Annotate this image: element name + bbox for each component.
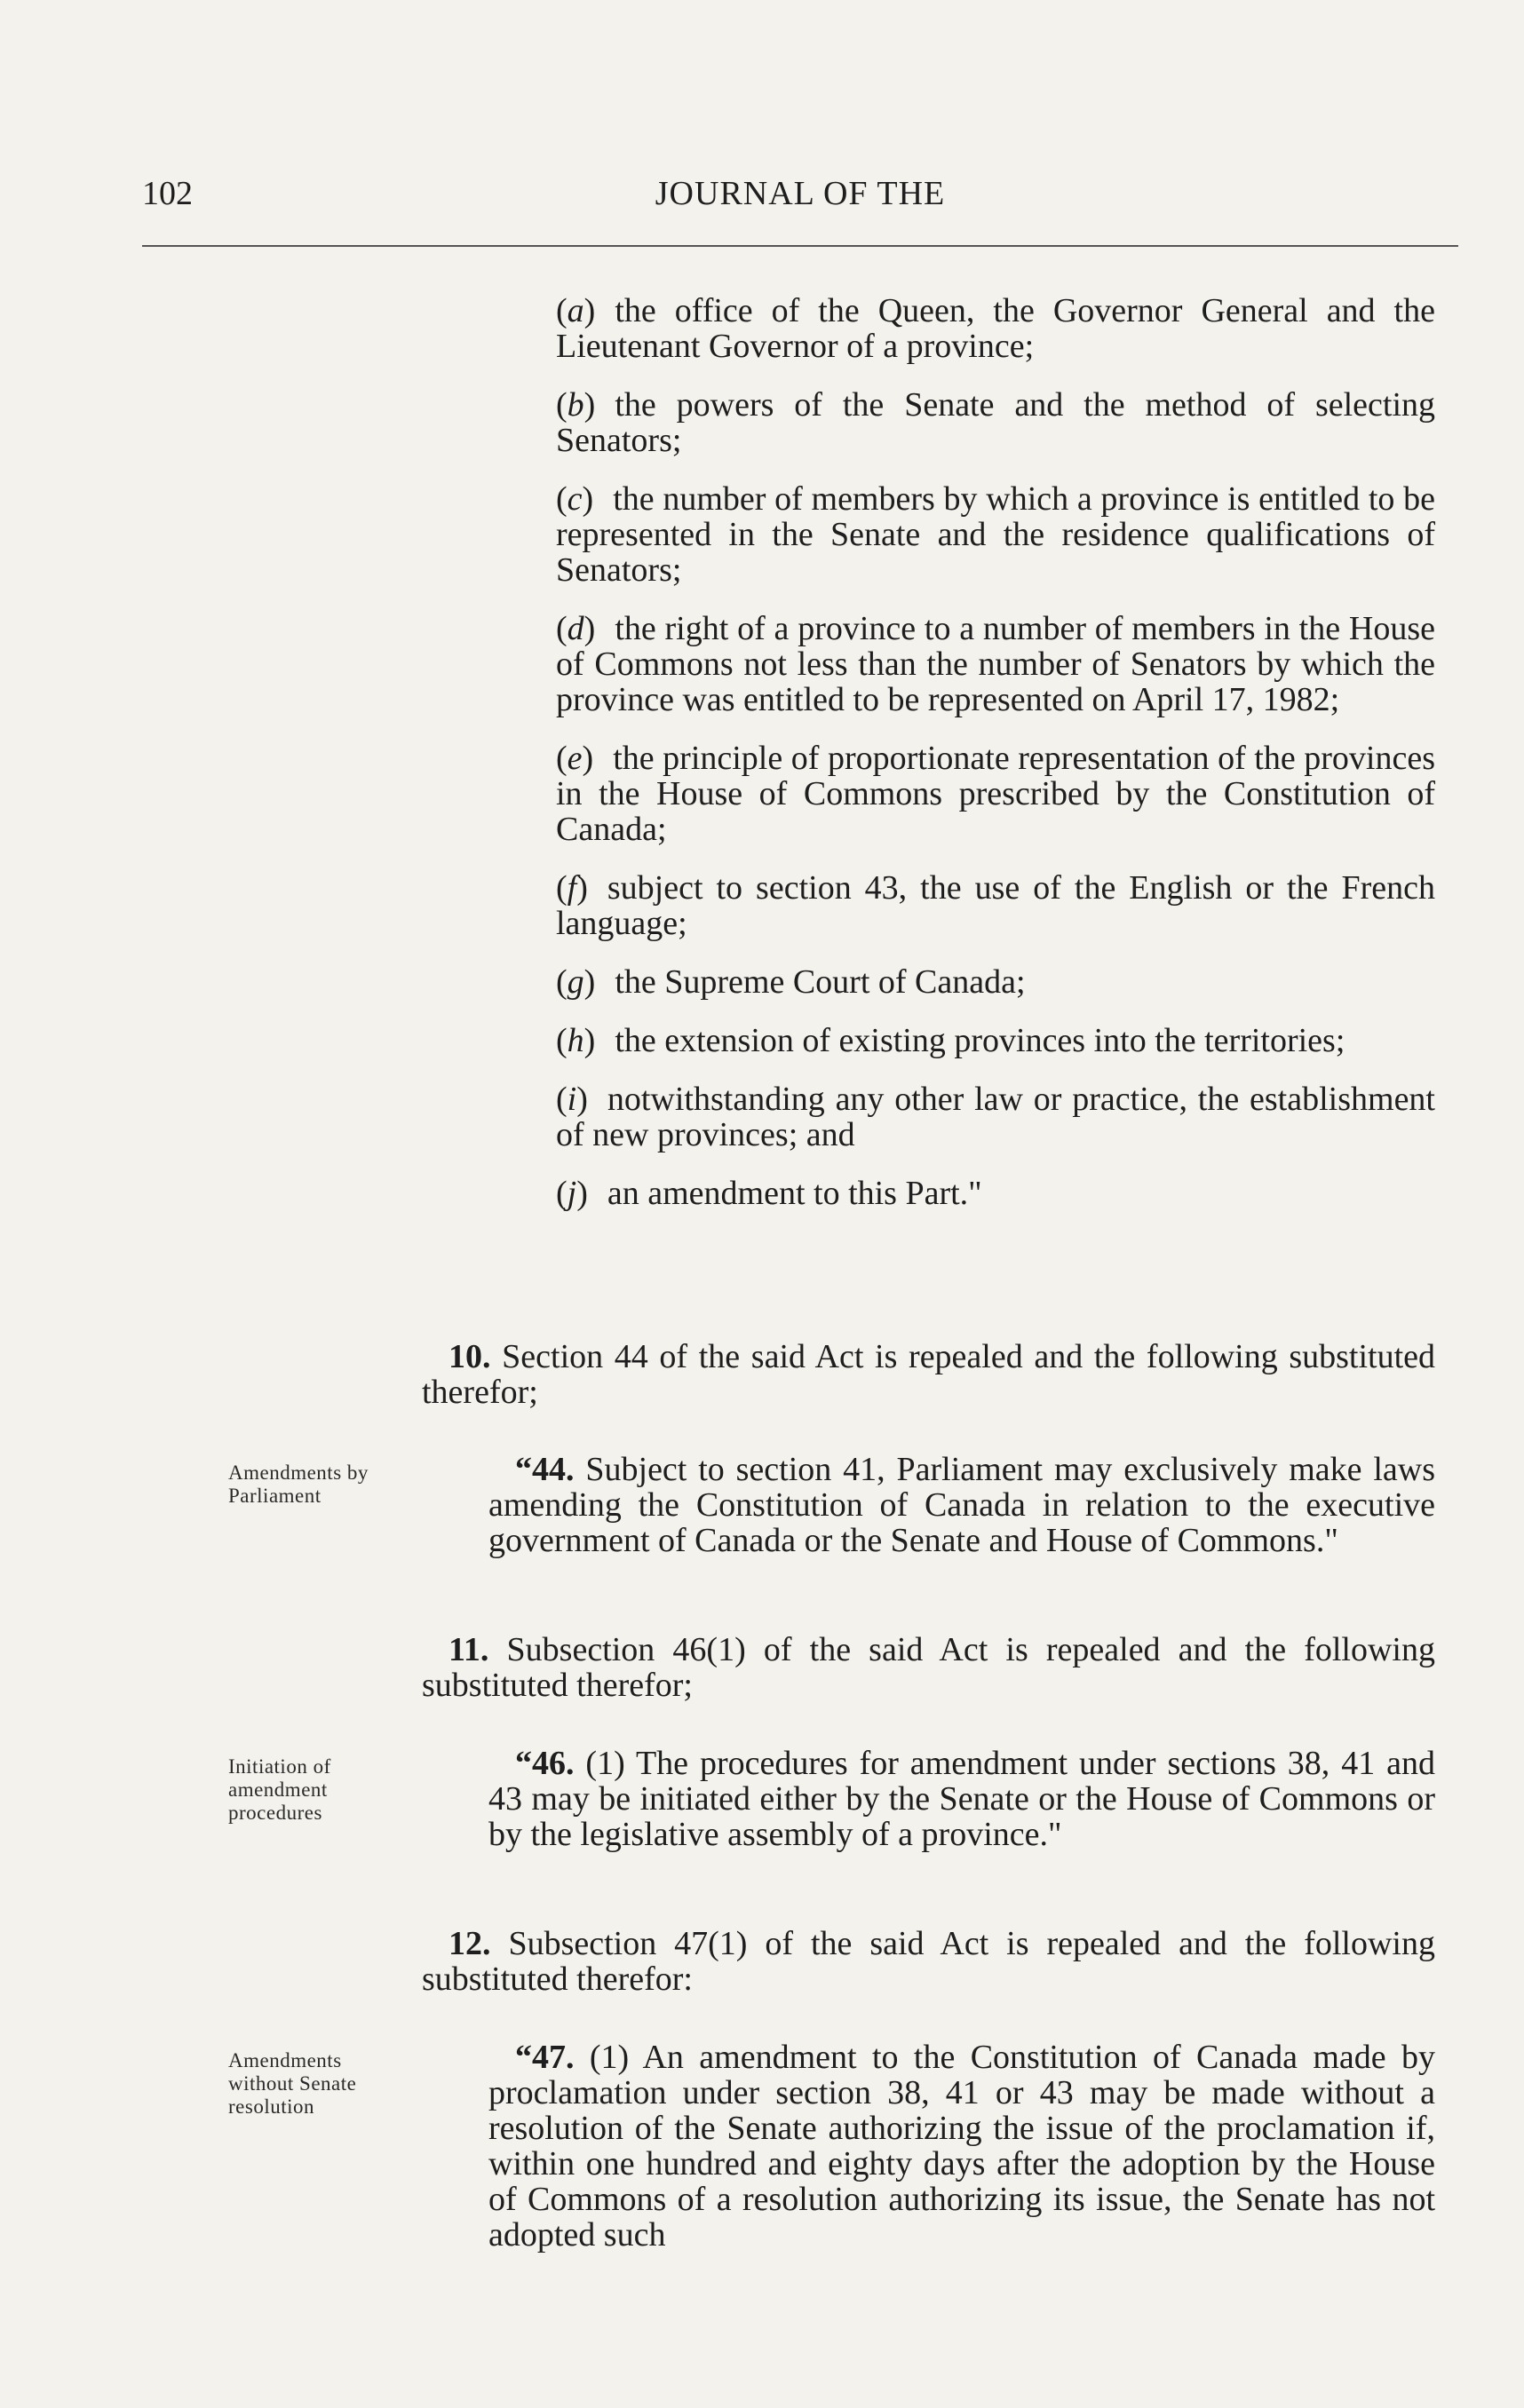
item-text: notwithstanding any other law or practice, the establishment of new provinces; and — [556, 1081, 1435, 1153]
item-text: the extension of existing provinces into the territories; — [615, 1022, 1345, 1059]
list-item: (h) the extension of existing provinces into the territories; — [556, 1022, 1345, 1059]
item-label: a — [567, 292, 584, 329]
list-item: (a) the office of the Queen, the Governor General and the Lieutenant Governor of a province; — [556, 292, 1435, 365]
list-item: (c) the number of members by which a province is entitled to be represented in the Senate and the residence qualifications of Senators; — [556, 480, 1435, 589]
item-label: i — [567, 1081, 577, 1118]
section-46-quote — [488, 1746, 1435, 1852]
section-text: Section 44 of the said Act is repealed and the following substituted therefor; — [422, 1338, 1436, 1411]
header-rule — [142, 245, 1458, 247]
section-text: Subsection 47(1) of the said Act is repealed and the following substituted therefor: — [422, 1925, 1435, 1998]
item-text: subject to section 43, the use of the English or the French language; — [556, 869, 1435, 942]
section-47-quote — [488, 2040, 1435, 2253]
item-label: j — [567, 1175, 577, 1212]
item-label: g — [567, 963, 584, 1001]
section-10-paragraph — [422, 1339, 1435, 1410]
item-text: the Supreme Court of Canada; — [615, 963, 1026, 1001]
list-item: (b) the powers of the Senate and the method of selecting Senators; — [556, 386, 1435, 459]
item-label: h — [567, 1022, 584, 1059]
item-label: c — [567, 480, 583, 518]
margin-note: Amendments without Senate resolution — [228, 2049, 357, 2118]
margin-note: Amendments by Parliament — [228, 1461, 369, 1507]
enumerated-list — [556, 293, 1435, 1234]
item-text: the principle of proportionate representation of the provinces in the House of Commons prescribed by the Constitution of Canada; — [556, 740, 1435, 848]
margin-note: Initiation of amendment procedures — [228, 1755, 331, 1824]
section-text: Subsection 46(1) of the said Act is repealed and the following substituted therefor; — [422, 1631, 1435, 1704]
section-11-paragraph — [422, 1632, 1435, 1703]
list-item: (e) the principle of proportionate representation of the provinces in the House of Commons prescribed by the Constitution of Canada; — [556, 740, 1435, 848]
item-text: an amendment to this Part." — [607, 1175, 982, 1212]
list-item: (f) subject to section 43, the use of the English or the French language; — [556, 869, 1435, 942]
quote-text: Subject to section 41, Parliament may exclusively make laws amending the Constitution of Canada in relation to the executive government of Canada or the Senate and House of Commons." — [488, 1451, 1435, 1559]
running-head: JOURNAL OF THE — [655, 175, 946, 212]
item-label: d — [567, 610, 584, 647]
item-text: the powers of the Senate and the method of selecting Senators; — [556, 386, 1435, 459]
page-number: 102 — [142, 175, 193, 212]
item-label: b — [567, 386, 584, 424]
list-item: (g) the Supreme Court of Canada; — [556, 963, 1026, 1001]
quote-text: (1) The procedures for amendment under sections 38, 41 and 43 may be initiated either by the Senate or the House of Commons or by the legislative assembly of a province." — [488, 1745, 1435, 1853]
quote-number: “47. — [515, 2039, 575, 2076]
list-item: (d) the right of a province to a number of members in the House of Commons not less than the number of Senators by which the province was entitled to be represented on April 17, 1982; — [556, 610, 1435, 718]
section-number: 11. — [448, 1631, 489, 1668]
item-text: the office of the Queen, the Governor General and the Lieutenant Governor of a province; — [556, 292, 1435, 365]
page-header — [142, 174, 1458, 227]
item-text: the number of members by which a province is entitled to be represented in the Senate and the residence qualifications of Senators; — [556, 480, 1435, 589]
quote-number: “44. — [515, 1451, 575, 1488]
item-label: f — [567, 869, 577, 907]
list-item: (i) notwithstanding any other law or practice, the establishment of new provinces; and — [556, 1081, 1435, 1153]
item-text: the right of a province to a number of members in the House of Commons not less than the number of Senators by which the province was entitled to be represented on April 17, 1982; — [556, 610, 1435, 718]
item-label: e — [567, 740, 583, 777]
list-item: (j) an amendment to this Part." — [556, 1175, 982, 1212]
quote-number: “46. — [515, 1745, 575, 1782]
quote-text: (1) An amendment to the Constitution of Canada made by proclamation under section 38, 41 or 43 may be made without a resolution of the Senate authorizing the issue of the proclamation if, within one hundred and eighty days after the adoption by the House of Commons of a resolution authorizing its issue, the Senate has not adopted such — [488, 2039, 1436, 2254]
section-12-paragraph — [422, 1926, 1435, 1997]
section-number: 10. — [448, 1338, 491, 1375]
section-number: 12. — [448, 1925, 491, 1962]
section-44-quote — [488, 1452, 1435, 1558]
